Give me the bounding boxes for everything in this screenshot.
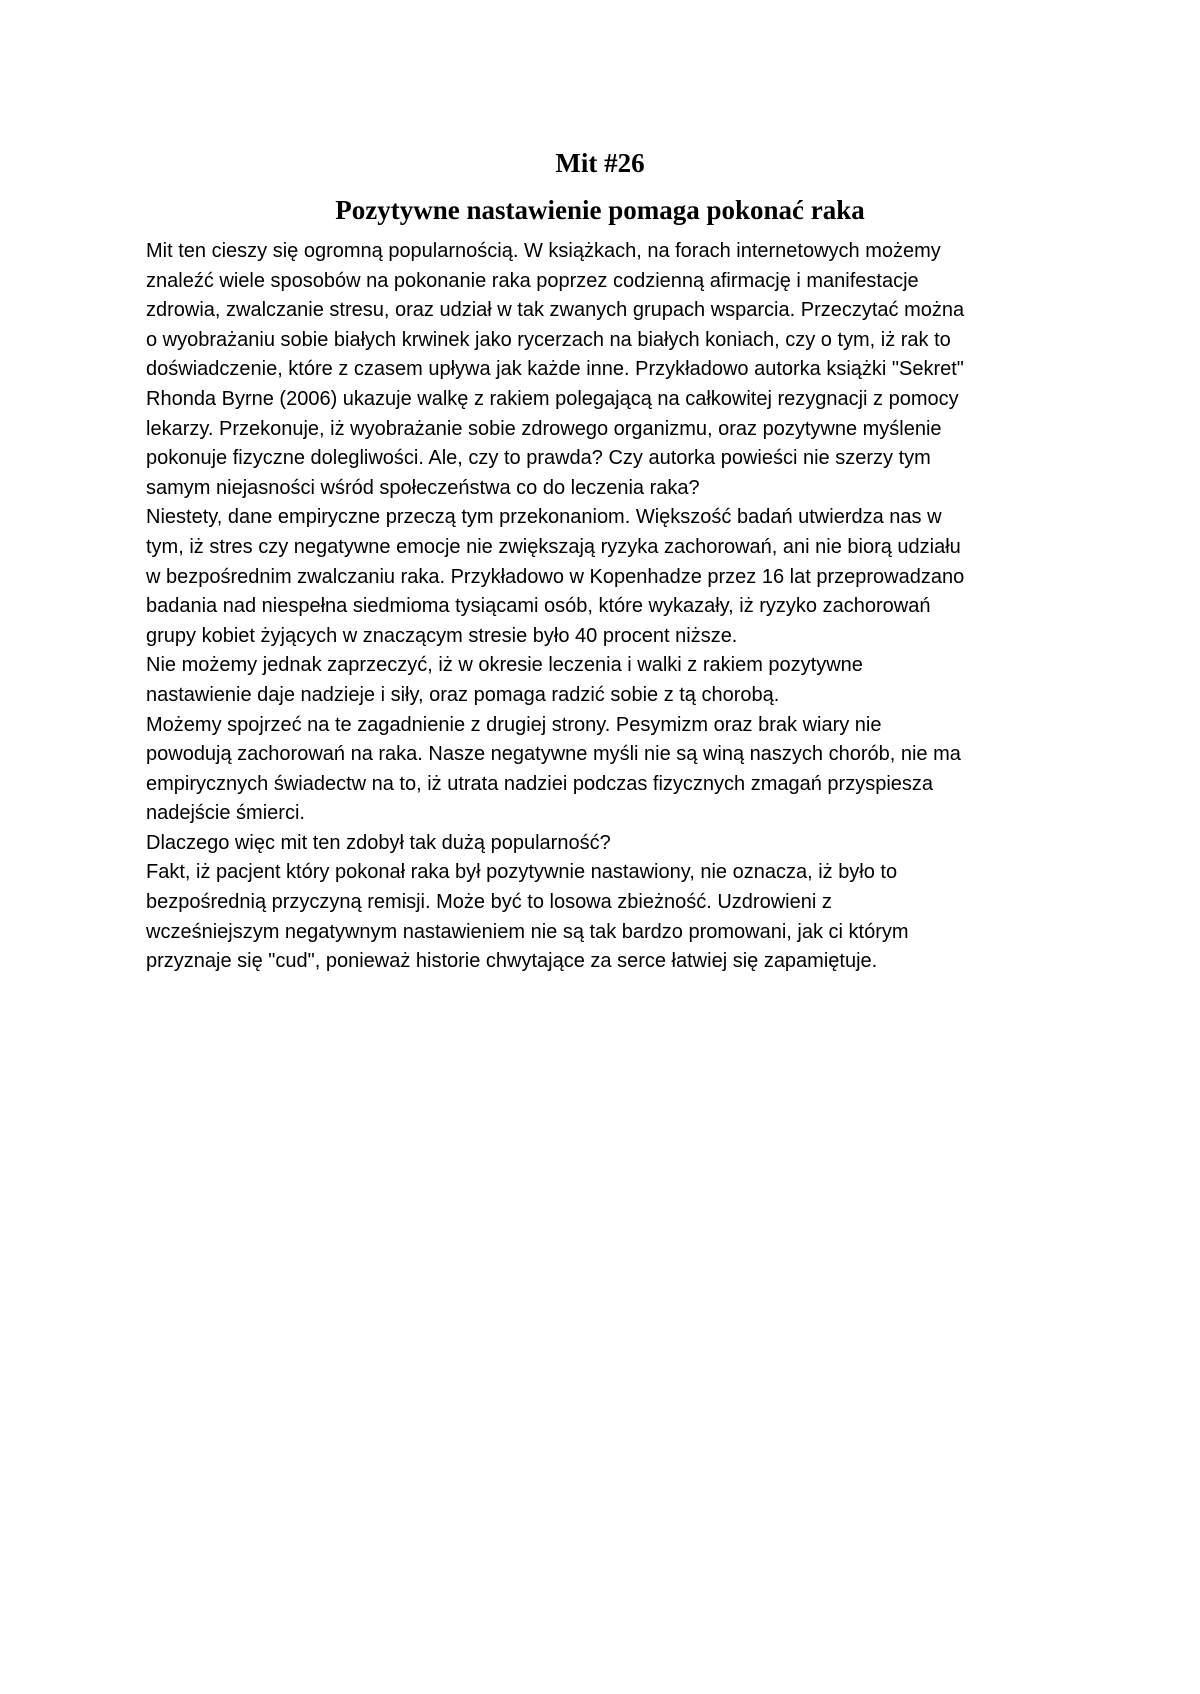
text-line: badania nad niespełna siedmioma tysiącami osób, które wykazały, iż ryzyko zachorowań — [146, 595, 931, 618]
text-line: Dlaczego więc mit ten zdobył tak dużą popularność? — [146, 831, 611, 854]
text-line: zdrowia, zwalczanie stresu, oraz udział w tak zwanych grupach wsparcia. Przeczytać można — [146, 299, 965, 322]
text-line: powodują zachorowań na raka. Nasze negatywne myśli nie są winą naszych chorób, nie ma — [146, 743, 961, 766]
text-line: Niestety, dane empiryczne przeczą tym przekonaniom. Większość badań utwierdza nas w — [146, 506, 942, 529]
text-line: nadejście śmierci. — [146, 802, 305, 825]
text-line: tym, iż stres czy negatywne emocje nie zwiększają ryzyka zachorowań, ani nie biorą udziału — [146, 535, 961, 558]
paragraph-1 — [146, 237, 1076, 503]
document-body — [146, 237, 1076, 977]
text-line: doświadczenie, które z czasem upływa jak każde inne. Przykładowo autorka książki "Sekret" — [146, 358, 964, 381]
text-line: znaleźć wiele sposobów na pokonanie raka poprzez codzienną afirmację i manifestacje — [146, 269, 919, 292]
text-line: bezpośrednią przyczyną remisji. Może być to losowa zbieżność. Uzdrowieni z — [146, 891, 832, 914]
page-title: Mit #26 — [555, 148, 645, 178]
text-line: empirycznych świadectw na to, iż utrata nadziei podczas fizycznych zmagań przyspiesza — [146, 772, 934, 795]
text-line: pokonuje fizyczne dolegliwości. Ale, czy to prawda? Czy autorka powieści nie szerzy tym — [146, 447, 931, 470]
text-line: samym niejasności wśród społeczeństwa co do leczenia raka? — [146, 476, 700, 499]
paragraph-4 — [146, 711, 1076, 829]
page-subtitle: Pozytywne nastawienie pomaga pokonać raka — [335, 195, 865, 225]
paragraph-3 — [146, 651, 1076, 710]
text-line: wcześniejszym negatywnym nastawieniem nie są tak bardzo promowani, jak ci którym — [146, 920, 909, 943]
text-line: grupy kobiet żyjących w znaczącym stresie było 40 procent niższe. — [146, 624, 738, 647]
text-line: w bezpośrednim zwalczaniu raka. Przykładowo w Kopenhadze przez 16 lat przeprowadzano — [146, 565, 965, 588]
text-line: Mit ten cieszy się ogromną popularnością. W książkach, na forach internetowych możemy — [146, 240, 941, 262]
text-line: nastawienie daje nadzieje i siły, oraz pomaga radzić sobie z tą chorobą. — [146, 683, 780, 706]
text-line: Możemy spojrzeć na te zagadnienie z drugiej strony. Pesymizm oraz brak wiary nie — [146, 713, 882, 736]
text-line: Nie możemy jednak zaprzeczyć, iż w okresie leczenia i walki z rakiem pozytywne — [146, 654, 863, 677]
paragraph-6 — [146, 858, 1076, 976]
paragraph-2 — [146, 503, 1076, 651]
text-line: o wyobrażaniu sobie białych krwinek jako rycerzach na białych koniach, czy o tym, iż rak to — [146, 328, 951, 351]
text-line: Fakt, iż pacjent który pokonał raka był pozytywnie nastawiony, nie oznacza, iż było to — [146, 861, 898, 884]
text-line: lekarzy. Przekonuje, iż wyobrażanie sobie zdrowego organizmu, oraz pozytywne myślenie — [146, 417, 942, 440]
paragraph-5 — [146, 829, 1076, 859]
text-line: przyznaje się "cud", ponieważ historie chwytające za serce łatwiej się zapamiętuje. — [146, 950, 878, 973]
text-line: Rhonda Byrne (2006) ukazuje walkę z rakiem polegającą na całkowitej rezygnacji z pomocy — [146, 387, 959, 410]
